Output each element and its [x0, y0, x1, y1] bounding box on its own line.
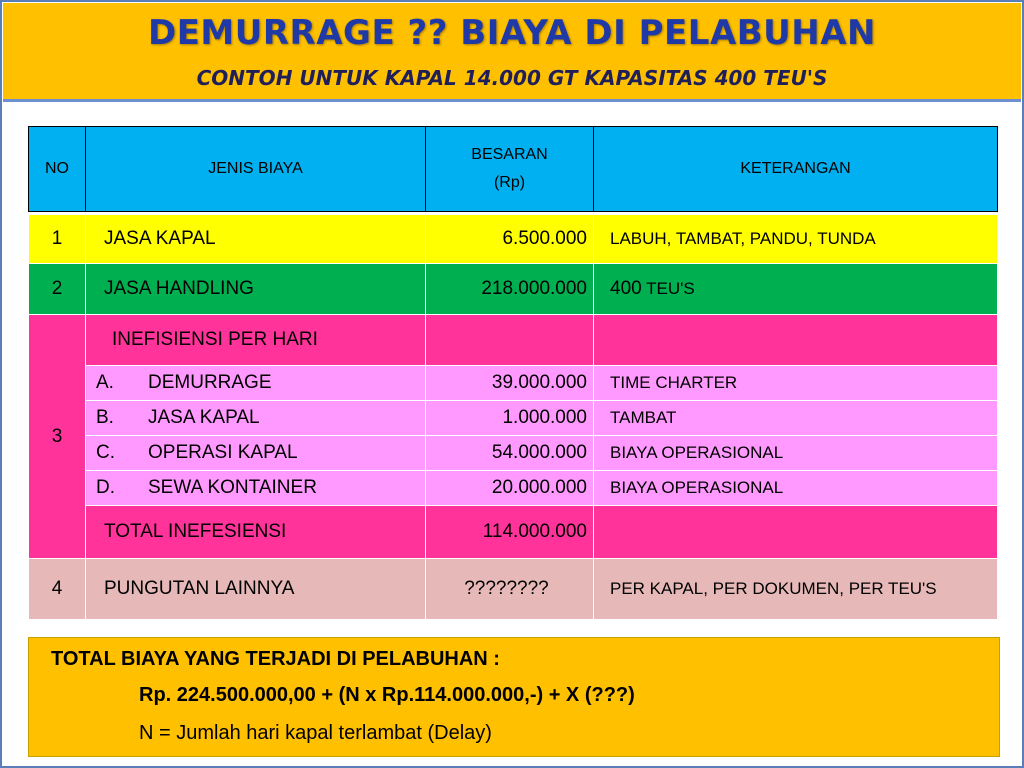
- row3a-label: DEMURRAGE: [148, 372, 272, 393]
- table-row-3b: [29, 401, 998, 436]
- row3c-keterangan: BIAYA OPERASIONAL: [594, 436, 998, 471]
- header-keterangan: KETERANGAN: [594, 127, 998, 212]
- row3-total-keterangan: [594, 506, 998, 559]
- row3d-jenis: [86, 471, 426, 506]
- row3-heading-keterangan: [594, 315, 998, 366]
- row4-jenis: PUNGUTAN LAINNYA: [86, 559, 426, 620]
- row2-besaran: 218.000.000: [426, 264, 594, 315]
- title-banner: [3, 3, 1021, 102]
- header-no: NO: [29, 127, 86, 212]
- row3b-keterangan: TAMBAT: [594, 401, 998, 436]
- row3d-label: SEWA KONTAINER: [148, 477, 317, 498]
- table-row-3d: [29, 471, 998, 506]
- table-row-3-heading: [29, 315, 998, 366]
- row3a-letter: A.: [96, 372, 114, 393]
- table-row-4: [29, 559, 998, 620]
- row1-no: 1: [29, 215, 86, 264]
- header-jenis-biaya: JENIS BIAYA: [86, 127, 426, 212]
- page-subtitle: CONTOH UNTUK KAPAL 14.000 GT KAPASITAS 400 TEU'S: [196, 66, 828, 90]
- summary-formula: Rp. 224.500.000,00 + (N x Rp.114.000.000,-) + X (???): [139, 684, 635, 706]
- row3c-besaran: 54.000.000: [426, 436, 594, 471]
- table-row-3-total: [29, 506, 998, 559]
- row4-no: 4: [29, 559, 86, 620]
- row3b-jenis: [86, 401, 426, 436]
- row3b-label: JASA KAPAL: [148, 407, 260, 428]
- row2-keterangan: [594, 264, 998, 315]
- header-besaran-label: BESARAN: [471, 146, 548, 163]
- row3a-jenis: [86, 366, 426, 401]
- row2-no: 2: [29, 264, 86, 315]
- row3c-letter: C.: [96, 442, 115, 463]
- row3c-label: OPERASI KAPAL: [148, 442, 298, 463]
- row1-keterangan: LABUH, TAMBAT, PANDU, TUNDA: [594, 215, 998, 264]
- row1-besaran: 6.500.000: [426, 215, 594, 264]
- header-besaran-unit: (Rp): [493, 174, 526, 191]
- table-header-row: [29, 127, 998, 212]
- row2-ket-number: 400: [610, 278, 642, 299]
- row3-heading: INEFISIENSI PER HARI: [86, 315, 426, 366]
- row3d-besaran: 20.000.000: [426, 471, 594, 506]
- summary-note: N = Jumlah hari kapal terlambat (Delay): [139, 722, 492, 744]
- table-row-3a: [29, 366, 998, 401]
- total-summary-box: [28, 637, 1000, 757]
- table-row-3c: [29, 436, 998, 471]
- row3-total-label: TOTAL INEFESIENSI: [86, 506, 426, 559]
- table-row-1: [29, 215, 998, 264]
- summary-heading: TOTAL BIAYA YANG TERJADI DI PELABUHAN :: [51, 648, 500, 670]
- row3a-besaran: 39.000.000: [426, 366, 594, 401]
- row3b-letter: B.: [96, 407, 114, 428]
- row3-total-value: 114.000.000: [426, 506, 594, 559]
- cost-table-container: [28, 126, 998, 620]
- row3d-keterangan: BIAYA OPERASIONAL: [594, 471, 998, 506]
- row3b-besaran: 1.000.000: [426, 401, 594, 436]
- row3-no: 3: [29, 315, 86, 559]
- row2-jenis: JASA HANDLING: [86, 264, 426, 315]
- row3c-jenis: [86, 436, 426, 471]
- header-besaran: [426, 127, 594, 212]
- row3-heading-besaran: [426, 315, 594, 366]
- row4-besaran: ????????: [426, 559, 594, 620]
- row3d-letter: D.: [96, 477, 115, 498]
- table-row-2: [29, 264, 998, 315]
- row1-jenis: JASA KAPAL: [86, 215, 426, 264]
- row2-ket-unit: TEU'S: [646, 279, 695, 298]
- cost-table: [28, 126, 998, 620]
- row3a-keterangan: TIME CHARTER: [594, 366, 998, 401]
- page-title: DEMURRAGE ?? BIAYA DI PELABUHAN: [147, 13, 877, 53]
- row4-keterangan: PER KAPAL, PER DOKUMEN, PER TEU'S: [594, 559, 998, 620]
